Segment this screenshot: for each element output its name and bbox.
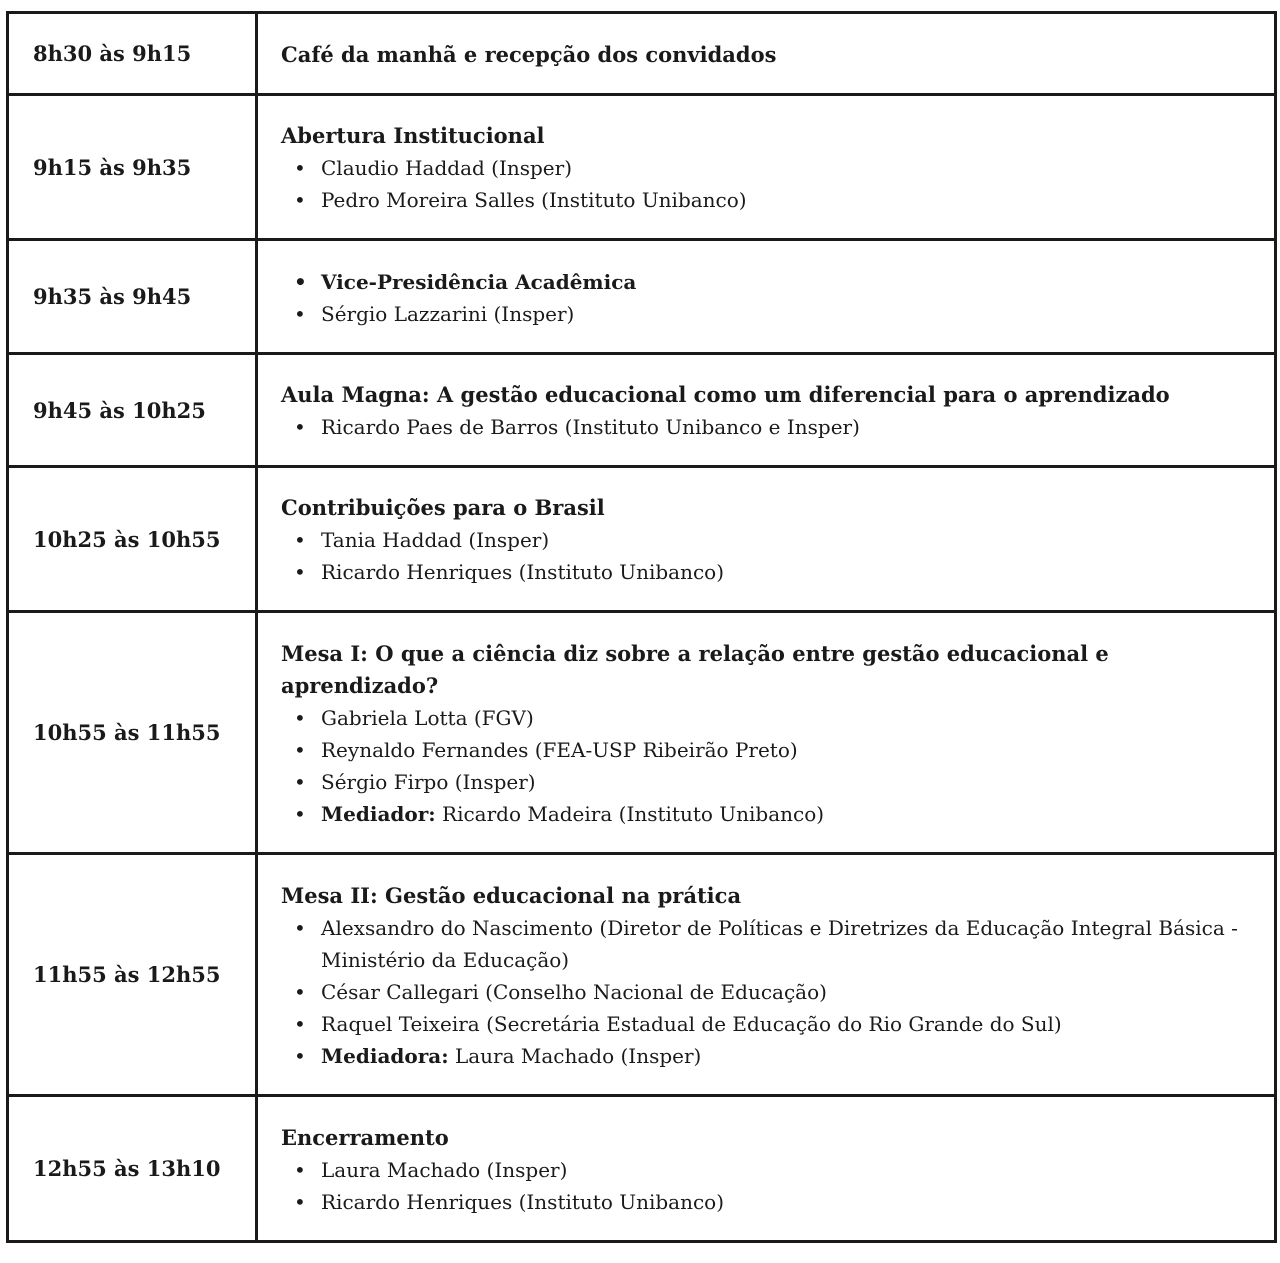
session-title: Mesa II: Gestão educacional na prática [281, 882, 742, 908]
schedule-row [8, 467, 1276, 612]
speaker-item: • Ricardo Paes de Barros (Instituto Unibanco e Insper) [281, 411, 1254, 443]
speaker-item: • Claudio Haddad (Insper) [281, 152, 1254, 184]
speaker-list [281, 524, 1254, 588]
time-cell: 12h55 às 13h10 [8, 1096, 257, 1242]
speaker-list [281, 912, 1254, 1072]
speaker-item: • Gabriela Lotta (FGV) [281, 702, 1254, 734]
moderator-name: Ricardo Madeira (Instituto Unibanco) [435, 801, 825, 826]
schedule-table [6, 11, 1277, 1243]
moderator-item [281, 798, 1254, 830]
schedule-row [8, 854, 1276, 1096]
speaker-item: • Alexsandro do Nascimento (Diretor de Políticas e Diretrizes da Educação Integral Básica - Ministério da Educação) [281, 912, 1254, 976]
session-title: Contribuições para o Brasil [281, 495, 605, 520]
schedule-row [8, 354, 1276, 467]
session-title: Aula Magna: A gestão educacional como um diferencial para o aprendizado [281, 382, 1170, 407]
speaker-item: • Tania Haddad (Insper) [281, 524, 1254, 556]
speaker-item: • Raquel Teixeira (Secretária Estadual de Educação do Rio Grande do Sul) [281, 1008, 1254, 1040]
moderator-item [281, 1040, 1254, 1072]
moderator-role: Mediador: [321, 801, 436, 826]
session-heading-item: • Vice-Presidência Acadêmica [281, 266, 1254, 298]
session-cell [257, 612, 1276, 854]
session-cell [257, 13, 1276, 95]
session-title: Mesa I: O que a ciência diz sobre a relação entre gestão educacional e aprendizado? [281, 640, 1109, 698]
speaker-item: • Laura Machado (Insper) [281, 1154, 1254, 1186]
schedule-row [8, 1096, 1276, 1242]
speaker-list [281, 702, 1254, 830]
speaker-item: • César Callegari (Conselho Nacional de Educação) [281, 976, 1254, 1008]
time-cell: 9h15 às 9h35 [8, 95, 257, 240]
speaker-item: • Sérgio Lazzarini (Insper) [281, 298, 1254, 330]
time-cell: 9h35 às 9h45 [8, 240, 257, 354]
time-cell: 8h30 às 9h15 [8, 13, 257, 95]
speaker-list [281, 152, 1254, 216]
time-cell: 10h55 às 11h55 [8, 612, 257, 854]
session-title: Encerramento [281, 1124, 449, 1150]
session-cell [257, 95, 1276, 240]
moderator-name: Laura Machado (Insper) [448, 1043, 702, 1068]
session-cell [257, 854, 1276, 1096]
speaker-item: • Reynaldo Fernandes (FEA-USP Ribeirão Preto) [281, 734, 1254, 766]
speaker-item: • Pedro Moreira Salles (Instituto Unibanco) [281, 184, 1254, 216]
time-cell: 10h25 às 10h55 [8, 467, 257, 612]
speaker-list [281, 411, 1254, 443]
session-title: Abertura Institucional [281, 123, 545, 148]
schedule-row [8, 95, 1276, 240]
speaker-list [281, 266, 1254, 330]
session-cell [257, 240, 1276, 354]
speaker-item: • Sérgio Firpo (Insper) [281, 766, 1254, 798]
speaker-list [281, 1154, 1254, 1218]
time-cell: 11h55 às 12h55 [8, 854, 257, 1096]
speaker-item: • Ricardo Henriques (Instituto Unibanco) [281, 556, 1254, 588]
session-cell [257, 1096, 1276, 1242]
schedule-row [8, 13, 1276, 95]
moderator-role: Mediadora: [321, 1043, 449, 1068]
session-title: Café da manhã e recepção dos convidados [281, 41, 777, 67]
session-cell [257, 354, 1276, 467]
schedule-row [8, 240, 1276, 354]
time-cell: 9h45 às 10h25 [8, 354, 257, 467]
schedule-row [8, 612, 1276, 854]
speaker-item: • Ricardo Henriques (Instituto Unibanco) [281, 1186, 1254, 1218]
session-cell [257, 467, 1276, 612]
